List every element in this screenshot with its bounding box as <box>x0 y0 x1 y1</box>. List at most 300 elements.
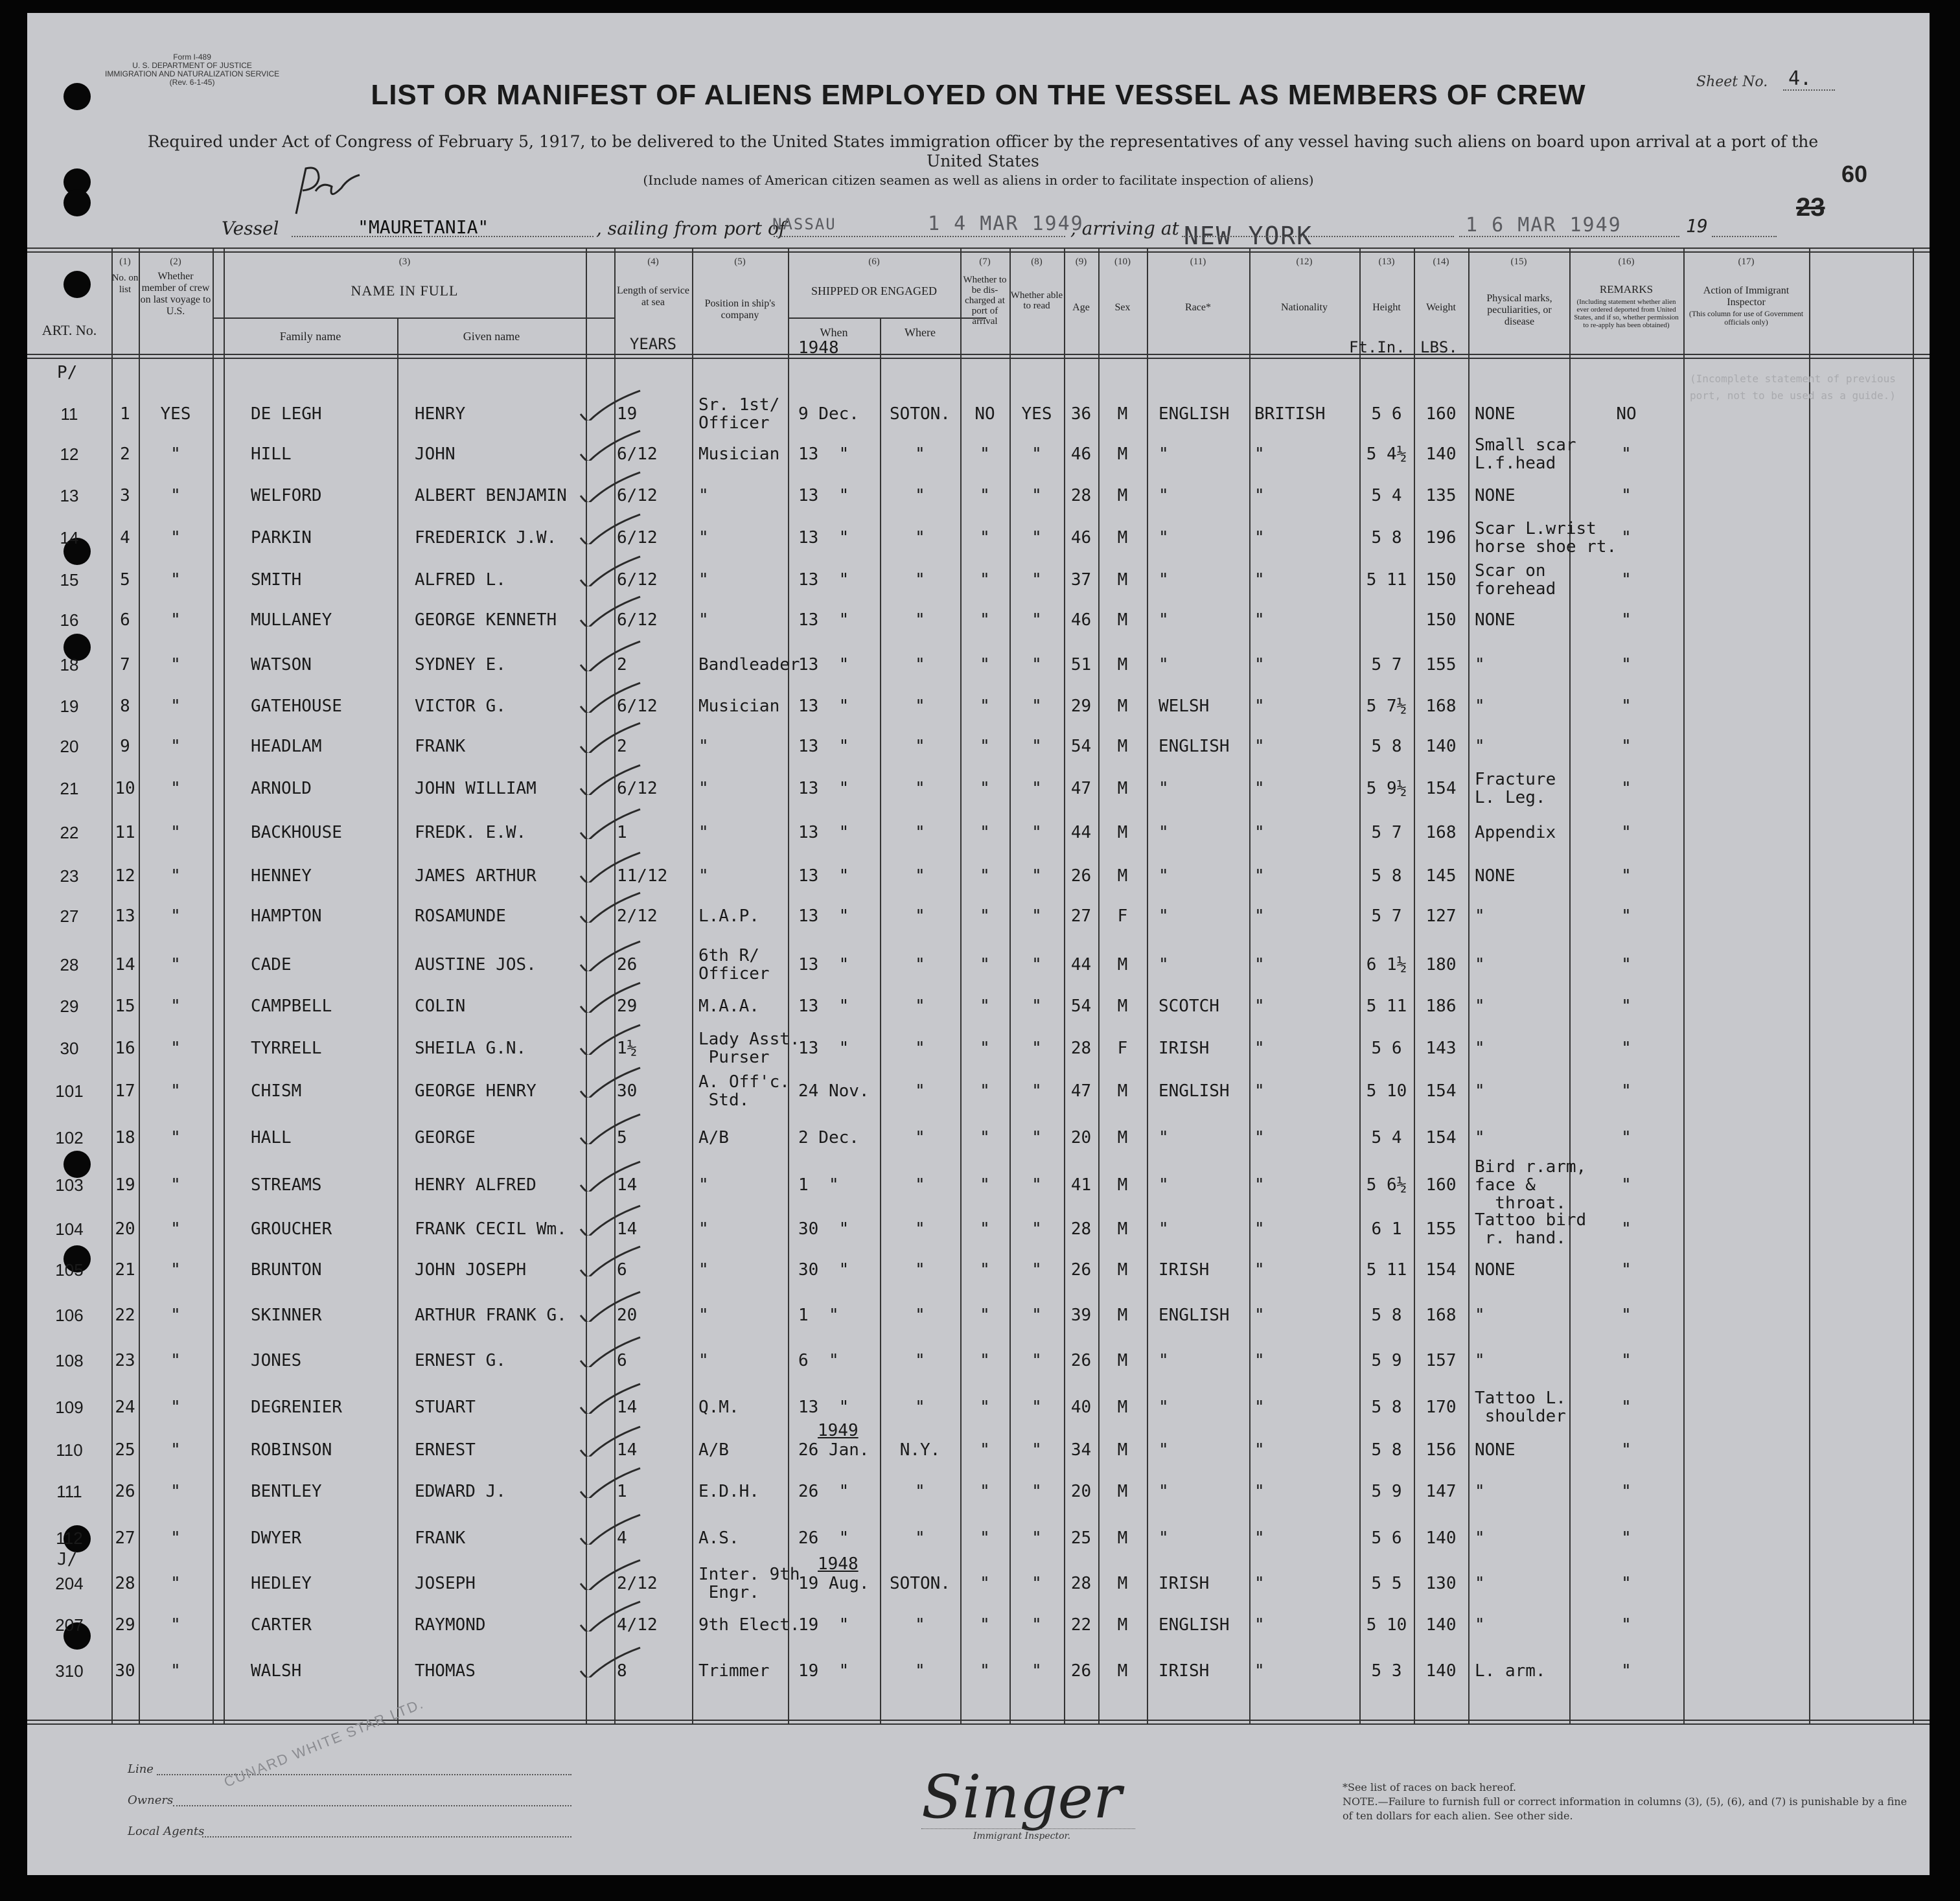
header-able-to-read: Whether able to read <box>1010 290 1063 311</box>
cell-family: TYRRELL <box>251 1039 322 1058</box>
cell-sex: M <box>1117 1175 1128 1195</box>
cell-weight: 156 <box>1425 1440 1457 1460</box>
cell-read: " <box>1032 444 1042 464</box>
cell-service: 30 <box>617 1081 638 1101</box>
cell-family: HILL <box>251 444 292 464</box>
cell-when: 24 Nov. <box>798 1081 870 1101</box>
cell-art: 12 <box>60 444 79 464</box>
cell-age: 54 <box>1070 997 1092 1016</box>
cell-when: 9 Dec. <box>798 404 859 424</box>
cell-service: 4/12 <box>617 1615 658 1635</box>
cell-age: 28 <box>1070 486 1092 505</box>
cell-race: " <box>1159 779 1169 798</box>
cell-art: 102 <box>55 1128 84 1147</box>
arriving-port: NEW YORK <box>1184 222 1313 250</box>
check-mark-icon <box>569 850 653 882</box>
cell-prev: " <box>170 1219 181 1239</box>
cell-remarks: " <box>1621 1175 1631 1195</box>
col-number: (17) <box>1738 257 1755 267</box>
cell-nat: " <box>1254 955 1265 974</box>
cell-given: FRANK <box>415 737 466 756</box>
cell-art: 204 <box>55 1574 84 1593</box>
races-note: *See list of races on back hereof. <box>1343 1781 1517 1793</box>
cell-height: 5 6½ <box>1366 1175 1407 1195</box>
cell-remarks: NO <box>1616 404 1637 424</box>
cell-nat: " <box>1254 486 1265 505</box>
cell-disch: " <box>980 655 990 674</box>
cell-prev: " <box>170 1528 181 1548</box>
cell-where: " <box>915 997 925 1016</box>
cell-nat: " <box>1254 1482 1265 1501</box>
cell-sex: M <box>1117 1615 1128 1635</box>
cell-disch: " <box>980 823 990 842</box>
cell-art: 104 <box>55 1219 84 1239</box>
cell-given: GEORGE HENRY <box>415 1081 536 1101</box>
cell-disch: " <box>980 528 990 547</box>
cell-given: SHEILA G.N. <box>415 1039 527 1058</box>
check-mark-icon <box>569 1599 653 1631</box>
cell-pos: " <box>698 779 709 798</box>
cell-given: GEORGE <box>415 1128 476 1147</box>
cell-remarks: " <box>1621 906 1631 926</box>
cell-sex: M <box>1117 1661 1128 1681</box>
cell-sex: M <box>1117 1351 1128 1370</box>
cell-read: " <box>1032 1661 1042 1681</box>
cell-given: STUART <box>415 1398 476 1417</box>
cell-weight: 186 <box>1425 997 1457 1016</box>
cell-weight: 147 <box>1425 1482 1457 1501</box>
check-mark-icon <box>569 554 653 586</box>
cell-age: 26 <box>1070 1661 1092 1681</box>
cell-given: ERNEST <box>415 1440 476 1460</box>
cell-height: 5 8 <box>1371 1440 1402 1460</box>
cell-prev: " <box>170 1175 181 1195</box>
prefix-j: J/ <box>57 1550 78 1569</box>
cell-height: 5 9 <box>1371 1482 1402 1501</box>
cell-remarks: " <box>1621 1039 1631 1058</box>
cell-where: " <box>915 1260 925 1280</box>
cell-race: " <box>1159 1219 1169 1239</box>
cell-height: 5 5 <box>1371 1574 1402 1593</box>
cell-nat: " <box>1254 444 1265 464</box>
cell-race: IRISH <box>1159 1574 1210 1593</box>
cell-no: 4 <box>120 528 130 547</box>
cell-given: EDWARD J. <box>415 1482 506 1501</box>
cell-given: JOHN <box>415 444 455 464</box>
cell-race: " <box>1159 1440 1169 1460</box>
cell-marks: Fracture L. Leg. <box>1475 770 1556 807</box>
header-no-on-list: No. on list <box>111 273 139 295</box>
cell-marks: " <box>1475 997 1485 1016</box>
cell-pos: " <box>698 486 709 505</box>
cell-service: 1½ <box>617 1039 638 1058</box>
subtitle: Required under Act of Congress of February 5, 1917, to be delivered to the United States immigration officer by the representatives of any vessel having such aliens on board upon arrival at a port of the United States <box>147 132 1819 170</box>
cell-art: 30 <box>60 1039 79 1058</box>
cell-height: 6 1 <box>1371 1219 1402 1239</box>
agent-stamp: CUNARD WHITE STAR LTD. <box>222 1695 426 1791</box>
cell-age: 39 <box>1070 1306 1092 1325</box>
cell-race: " <box>1159 528 1169 547</box>
cell-family: JONES <box>251 1351 302 1370</box>
cell-weight: 130 <box>1425 1574 1457 1593</box>
cell-nat: " <box>1254 779 1265 798</box>
cell-service: 26 <box>617 955 638 974</box>
check-mark-icon <box>569 980 653 1016</box>
check-mark-icon <box>569 1466 653 1498</box>
cell-read: " <box>1032 1440 1042 1460</box>
cell-race: " <box>1159 1175 1169 1195</box>
cell-weight: 154 <box>1425 1128 1457 1147</box>
cell-given: JOSEPH <box>415 1574 476 1593</box>
cell-marks: NONE <box>1475 404 1516 424</box>
cell-sex: M <box>1117 779 1128 798</box>
cell-weight: 150 <box>1425 570 1457 590</box>
local-agents-label: Local Agents <box>128 1825 205 1838</box>
cell-service: 1 <box>617 1482 627 1501</box>
cell-pos: " <box>698 866 709 886</box>
cell-height: 5 9 <box>1371 1351 1402 1370</box>
header-when-year: 1948 <box>798 338 839 358</box>
cell-nat: " <box>1254 1260 1265 1280</box>
cell-pos: " <box>698 1351 709 1370</box>
cell-age: 28 <box>1070 1574 1092 1593</box>
cell-art: 11 <box>60 404 78 424</box>
cell-age: 26 <box>1070 866 1092 886</box>
cell-weight: 150 <box>1425 610 1457 630</box>
cell-no: 8 <box>120 697 130 716</box>
cell-family: DE LEGH <box>251 404 322 424</box>
cell-marks: " <box>1475 1039 1485 1058</box>
cell-nat: " <box>1254 1661 1265 1681</box>
cell-where: SOTON. <box>890 1574 951 1593</box>
cell-age: 28 <box>1070 1039 1092 1058</box>
cell-marks: " <box>1475 1528 1485 1548</box>
cell-where: " <box>915 737 925 756</box>
cell-no: 15 <box>115 997 135 1016</box>
cell-sex: M <box>1117 486 1128 505</box>
header-family-name: Family name <box>279 330 341 343</box>
cell-race: SCOTCH <box>1159 997 1219 1016</box>
cell-race: " <box>1159 1482 1169 1501</box>
arrival-date: 1 6 MAR 1949 <box>1466 214 1622 236</box>
cell-age: 25 <box>1070 1528 1092 1548</box>
cell-weight: 140 <box>1425 1661 1457 1681</box>
cell-when: 13 " <box>798 997 849 1016</box>
cell-where: " <box>915 866 925 886</box>
pr-handwritten-mark <box>283 162 374 220</box>
cell-art: 103 <box>55 1175 84 1195</box>
header-shipped-engaged: SHIPPED OR ENGAGED <box>811 284 937 297</box>
cell-read: " <box>1032 655 1042 674</box>
cell-art: 29 <box>60 997 79 1016</box>
cell-remarks: " <box>1621 610 1631 630</box>
cell-family: HEDLEY <box>251 1574 312 1593</box>
cell-no: 25 <box>115 1440 135 1460</box>
form-revision: (Rev. 6-1-45) <box>169 78 215 87</box>
cell-age: 26 <box>1070 1260 1092 1280</box>
cell-no: 2 <box>120 444 130 464</box>
cell-pos: Q.M. <box>698 1398 739 1417</box>
check-mark-icon <box>569 1065 653 1101</box>
cell-pos: Sr. 1st/ Officer <box>698 395 780 433</box>
cell-height: 5 10 <box>1366 1615 1407 1635</box>
check-mark-icon <box>569 1512 653 1548</box>
cell-disch: " <box>980 997 990 1016</box>
col-number: (1) <box>119 257 131 267</box>
cell-disch: " <box>980 1574 990 1593</box>
cell-height: 5 6 <box>1371 1039 1402 1058</box>
cell-family: WALSH <box>251 1661 302 1681</box>
cell-no: 27 <box>115 1528 135 1548</box>
cell-family: ARNOLD <box>251 779 312 798</box>
cell-given: RAYMOND <box>415 1615 486 1635</box>
cell-when: 30 " <box>798 1260 849 1280</box>
cell-where: " <box>915 1128 925 1147</box>
cell-marks: " <box>1475 655 1485 674</box>
cell-when: 13 " <box>798 1398 849 1417</box>
cell-race: ENGLISH <box>1159 1081 1230 1101</box>
cell-read: " <box>1032 1351 1042 1370</box>
cell-family: WATSON <box>251 655 312 674</box>
cell-race: " <box>1159 906 1169 926</box>
col-number: (12) <box>1296 257 1313 267</box>
cell-pos: E.D.H. <box>698 1482 759 1501</box>
inspector-label: Immigrant Inspector. <box>973 1831 1071 1841</box>
page-title: LIST OR MANIFEST OF ALIENS EMPLOYED ON THE VESSEL AS MEMBERS OF CREW <box>371 79 1586 111</box>
cell-when: 13 " <box>798 823 849 842</box>
cell-sex: M <box>1117 1260 1128 1280</box>
cell-service: 19 <box>617 404 638 424</box>
cell-art: 15 <box>60 570 79 590</box>
check-mark-icon <box>569 512 653 544</box>
corner-number: 60 <box>1841 161 1868 187</box>
cell-age: 47 <box>1070 779 1092 798</box>
cell-art: 109 <box>55 1398 84 1417</box>
cell-nat: " <box>1254 1574 1265 1593</box>
cell-when: 19 " <box>798 1661 849 1681</box>
cell-service: 2 <box>617 737 627 756</box>
cell-where: " <box>915 1175 925 1195</box>
cell-art: 28 <box>60 955 79 974</box>
cell-pos: " <box>698 1306 709 1325</box>
cell-where: " <box>915 955 925 974</box>
cell-pos: " <box>698 1260 709 1280</box>
cell-race: ENGLISH <box>1159 404 1230 424</box>
cell-given: JOHN JOSEPH <box>415 1260 527 1280</box>
cell-nat: BRITISH <box>1254 404 1326 424</box>
cell-given: GEORGE KENNETH <box>415 610 557 630</box>
header-name-in-full: NAME IN FULL <box>351 282 459 299</box>
cell-disch: " <box>980 1351 990 1370</box>
cell-height: 5 4 <box>1371 1128 1402 1147</box>
cell-pos: " <box>698 823 709 842</box>
cell-art: 112 <box>56 1528 83 1548</box>
check-mark-icon <box>569 720 653 756</box>
cell-no: 6 <box>120 610 130 630</box>
check-mark-icon <box>569 1424 653 1460</box>
cell-height: 5 7 <box>1371 823 1402 842</box>
cell-weight: 155 <box>1425 1219 1457 1239</box>
cell-given: THOMAS <box>415 1661 476 1681</box>
cell-remarks: " <box>1621 1128 1631 1147</box>
cell-no: 23 <box>115 1351 135 1370</box>
check-mark-icon <box>569 939 653 971</box>
cell-no: 17 <box>115 1081 135 1101</box>
header-remarks: REMARKS <box>1599 283 1654 295</box>
cell-given: FRANK CECIL Wm. <box>415 1219 567 1239</box>
header-height-unit: Ft.In. <box>1349 338 1405 356</box>
cell-sex: M <box>1117 997 1128 1016</box>
punch-hole <box>63 271 91 298</box>
cell-remarks: " <box>1621 528 1631 547</box>
cell-sex: M <box>1117 866 1128 886</box>
cell-read: " <box>1032 1175 1042 1195</box>
cell-sex: M <box>1117 1574 1128 1593</box>
cell-disch: " <box>980 1661 990 1681</box>
header-prev-voyage: Whether member of crew on last voyage to U.S. <box>140 271 211 317</box>
cell-given: VICTOR G. <box>415 697 506 716</box>
cell-nat: " <box>1254 737 1265 756</box>
check-mark-icon <box>569 1244 653 1276</box>
cell-read: " <box>1032 737 1042 756</box>
cell-service: 14 <box>617 1440 638 1460</box>
cell-pos: " <box>698 610 709 630</box>
header-action-note: (This column for use of Government officials only) <box>1689 309 1804 327</box>
note-label: NOTE. <box>1343 1795 1378 1808</box>
cell-weight: 127 <box>1425 906 1457 926</box>
cell-family: GATEHOUSE <box>251 697 342 716</box>
cell-read: " <box>1032 1081 1042 1101</box>
cell-remarks: " <box>1621 866 1631 886</box>
cell-weight: 155 <box>1425 655 1457 674</box>
cell-where: " <box>915 1661 925 1681</box>
cell-read: " <box>1032 486 1042 505</box>
cell-read: " <box>1032 1219 1042 1239</box>
footnote <box>1343 1780 1913 1823</box>
cell-nat: " <box>1254 997 1265 1016</box>
cell-weight: 140 <box>1425 444 1457 464</box>
cell-sex: M <box>1117 570 1128 590</box>
cell-given: AUSTINE JOS. <box>415 955 536 974</box>
cell-remarks: " <box>1621 997 1631 1016</box>
cell-service: 6/12 <box>617 528 658 547</box>
cell-service: 20 <box>617 1306 638 1325</box>
cell-marks: Scar on forehead <box>1475 561 1556 599</box>
cell-weight: 154 <box>1425 1260 1457 1280</box>
header-position: Position in ship's company <box>704 298 776 321</box>
cell-age: 22 <box>1070 1615 1092 1635</box>
cell-marks: " <box>1475 955 1485 974</box>
cell-height: 5 9½ <box>1366 779 1407 798</box>
cell-read: " <box>1032 866 1042 886</box>
cell-age: 44 <box>1070 955 1092 974</box>
cell-when: 13 " <box>798 906 849 926</box>
cell-given: COLIN <box>415 997 466 1016</box>
header-where: Where <box>905 326 936 339</box>
manifest-sheet <box>27 13 1930 1875</box>
cell-disch: " <box>980 610 990 630</box>
cell-height: 5 6 <box>1371 1528 1402 1548</box>
cell-nat: " <box>1254 1351 1265 1370</box>
cell-race: IRISH <box>1159 1661 1210 1681</box>
cell-no: 3 <box>120 486 130 505</box>
line-label: Line <box>128 1762 154 1776</box>
cell-service: 6/12 <box>617 779 658 798</box>
cell-nat: " <box>1254 1615 1265 1635</box>
cell-no: 24 <box>115 1398 135 1417</box>
cell-read: " <box>1032 1260 1042 1280</box>
cell-race: " <box>1159 1528 1169 1548</box>
cell-height: 6 1½ <box>1366 955 1407 974</box>
cell-remarks: " <box>1621 955 1631 974</box>
cell-marks: " <box>1475 1351 1485 1370</box>
cell-marks: " <box>1475 906 1485 926</box>
cell-height: 5 7½ <box>1366 697 1407 716</box>
col-number: (15) <box>1510 257 1527 267</box>
cell-race: " <box>1159 655 1169 674</box>
cell-when: 13 " <box>798 697 849 716</box>
cell-when: 13 " <box>798 737 849 756</box>
cell-height: 5 8 <box>1371 866 1402 886</box>
cell-nat: " <box>1254 1175 1265 1195</box>
cell-remarks: " <box>1621 823 1631 842</box>
cell-remarks: " <box>1621 779 1631 798</box>
cell-prev: " <box>170 444 181 464</box>
cell-service: 11/12 <box>617 866 668 886</box>
cell-when: 13 " <box>798 528 849 547</box>
cell-race: " <box>1159 955 1169 974</box>
cell-family: CHISM <box>251 1081 302 1101</box>
cell-service: 29 <box>617 997 638 1016</box>
header-physical-marks: Physical marks, peculiarities, or disease <box>1486 293 1552 327</box>
cell-nat: " <box>1254 1128 1265 1147</box>
cell-family: HALL <box>251 1128 292 1147</box>
cell-pos: " <box>698 737 709 756</box>
cell-age: 46 <box>1070 444 1092 464</box>
cell-art: 19 <box>60 697 79 716</box>
cell-read: YES <box>1021 404 1052 424</box>
check-mark-icon <box>569 639 653 671</box>
prefix-p: P/ <box>57 363 78 382</box>
cell-family: CARTER <box>251 1615 312 1635</box>
cell-sex: M <box>1117 697 1128 716</box>
cell-disch: " <box>980 1081 990 1101</box>
cell-no: 18 <box>115 1128 135 1147</box>
cell-prev: " <box>170 1398 181 1417</box>
cell-pos: M.A.A. <box>698 997 759 1016</box>
header-action-inspector: Action of Immigrant Inspector <box>1703 285 1790 308</box>
cell-race: " <box>1159 610 1169 630</box>
cell-prev: " <box>170 1351 181 1370</box>
cell-sex: F <box>1117 1039 1128 1058</box>
header-weight-unit: LBS. <box>1420 338 1458 356</box>
cell-pos: Inter. 9th Engr. <box>698 1565 800 1602</box>
cell-weight: 196 <box>1425 528 1457 547</box>
cell-when: 26 Jan. <box>798 1440 870 1460</box>
cell-service: 2 <box>617 655 627 674</box>
cell-remarks: " <box>1621 1219 1631 1239</box>
cell-weight: 140 <box>1425 737 1457 756</box>
cell-race: " <box>1159 1398 1169 1417</box>
cell-pos: " <box>698 528 709 547</box>
cell-disch: NO <box>974 404 995 424</box>
cell-no: 26 <box>115 1482 135 1501</box>
check-mark-icon <box>569 1558 653 1590</box>
cell-age: 47 <box>1070 1081 1092 1101</box>
cell-marks: " <box>1475 697 1485 716</box>
cell-given: JAMES ARTHUR <box>415 866 536 886</box>
cell-service: 2/12 <box>617 906 658 926</box>
